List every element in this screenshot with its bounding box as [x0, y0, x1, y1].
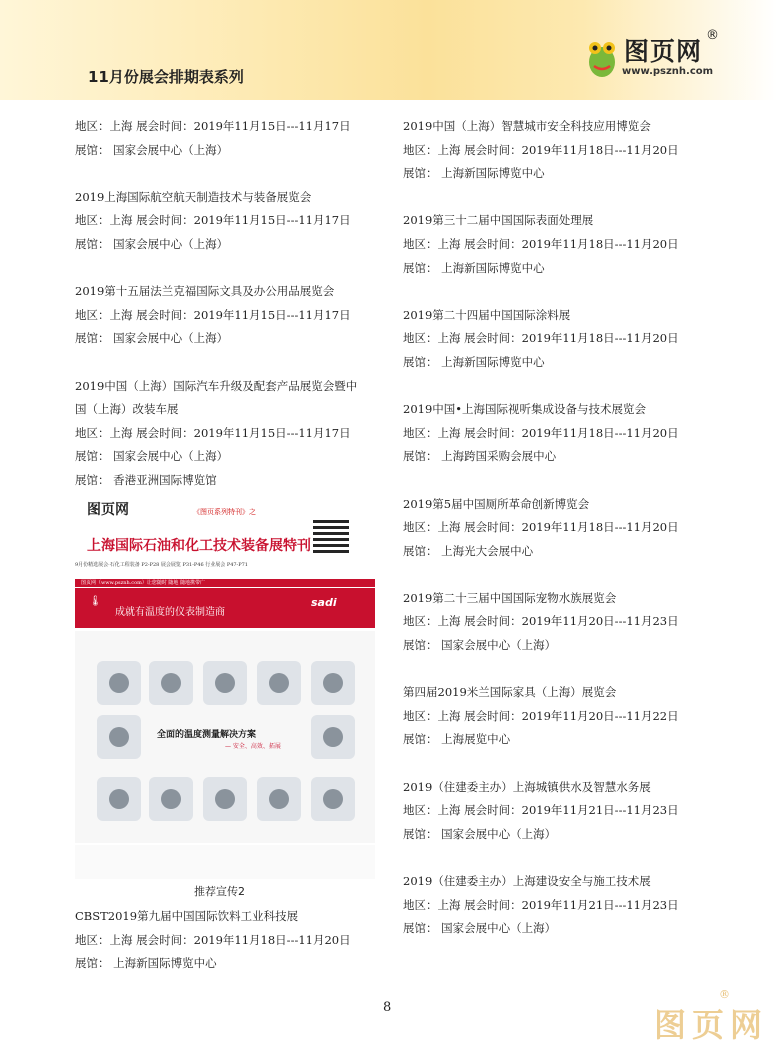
text-line: 2019第5届中国厕所革命创新博览会: [403, 496, 590, 511]
page-number: 8: [383, 1000, 392, 1015]
qr-code-icon: [313, 517, 349, 553]
ad-header: [75, 495, 375, 577]
text-line: 2019中国•上海国际视听集成设备与技术展览会: [403, 402, 647, 417]
spacer: [403, 752, 679, 776]
product-image: [149, 661, 193, 705]
text-line: 2019第二十三届中国国际宠物水族展览会: [403, 590, 617, 605]
product-image: [311, 777, 355, 821]
text-line: 地区：上海 展会时间：2019年11月18日---11月20日: [403, 520, 679, 535]
ad-title: 上海国际石油和化工技术装备展特刊: [87, 538, 311, 554]
product-image: [203, 661, 247, 705]
text-line: 展馆： 上海新国际博览中心: [75, 956, 217, 971]
advertisement[interactable]: [75, 495, 375, 879]
product-image: [203, 777, 247, 821]
ad-banner: [75, 588, 375, 628]
text-line: 地区：上海 展会时间：2019年11月21日---11月23日: [403, 803, 679, 818]
ad-logo: 图页网: [87, 502, 129, 518]
frog-mascot-icon: [582, 32, 622, 82]
right-column: [403, 115, 679, 941]
thermometer-icon: 🌡: [89, 596, 102, 607]
text-line: 展馆： 国家会展中心（上海）: [75, 331, 229, 346]
text-line: 展馆： 国家会展中心（上海）: [403, 921, 557, 936]
product-image: [311, 715, 355, 759]
text-line: 展馆： 国家会展中心（上海）: [75, 142, 229, 157]
spacer: [75, 162, 357, 186]
spacer: [75, 257, 357, 281]
text-line: 地区：上海 展会时间：2019年11月15日---11月17日: [75, 425, 351, 440]
text-line: 国（上海）改装车展: [75, 402, 179, 417]
spacer: [403, 846, 679, 870]
product-image: [97, 777, 141, 821]
logo-url[interactable]: www.psznh.com: [622, 66, 714, 77]
page-header: [0, 0, 777, 100]
spacer: [403, 280, 679, 304]
ad-slogan: 《图页系列特刊》之: [193, 508, 256, 516]
text-line: 展馆： 香港亚洲国际博览馆: [75, 472, 217, 487]
text-line: 地区：上海 展会时间：2019年11月18日---11月20日: [403, 236, 679, 251]
text-line: 展馆： 上海新国际博览中心: [403, 354, 545, 369]
text-line: 2019（住建委主办）上海城镇供水及智慧水务展: [403, 779, 651, 794]
text-line: 展馆： 上海新国际博览中心: [403, 166, 545, 181]
spacer: [403, 658, 679, 682]
text-line: 2019第二十四届中国国际涂料展: [403, 307, 571, 322]
product-image: [311, 661, 355, 705]
text-line: 2019中国（上海）智慧城市安全科技应用博览会: [403, 119, 651, 133]
text-line: 2019上海国际航空航天制造技术与装备展览会: [75, 189, 312, 204]
text-line: 2019（住建委主办）上海建设安全与施工技术展: [403, 874, 651, 888]
text-line: 展馆： 国家会展中心（上海）: [403, 826, 557, 841]
spacer: [403, 563, 679, 587]
ad-solution: 全面的温度测量解决方案: [157, 730, 257, 740]
watermark: 图页网: [654, 1006, 769, 1044]
watermark-reg: ®: [719, 988, 730, 1001]
spacer: [403, 469, 679, 493]
text-line: 展馆： 国家会展中心（上海）: [75, 236, 229, 251]
product-image: [97, 715, 141, 759]
ad-caption: 推荐宣传2: [194, 885, 245, 898]
ad-brand: sadi: [311, 596, 337, 609]
text-line: 地区：上海 展会时间：2019年11月18日---11月20日: [403, 425, 679, 440]
ad-info: 9月份精选展会·石化工程装备 P2-P28 展会展览 P31-P46 行业展会 P47-P71: [75, 562, 248, 568]
text-line: CBST2019第九届中国国际饮料工业科技展: [75, 909, 299, 923]
text-line: 地区：上海 展会时间：2019年11月21日---11月23日: [403, 897, 679, 912]
text-line: 展馆： 上海展览中心: [403, 732, 511, 747]
left-column-bottom: [75, 905, 351, 976]
text-line: 地区：上海 展会时间：2019年11月18日---11月20日: [75, 932, 351, 947]
spacer: [75, 351, 357, 375]
text-line: 地区：上海 展会时间：2019年11月15日---11月17日: [75, 213, 351, 228]
text-line: 2019第三十二届中国国际表面处理展: [403, 213, 594, 228]
ad-banner-text: 成就有温度的仪表制造商: [115, 607, 225, 618]
spacer: [403, 375, 679, 399]
text-line: 展馆： 国家会展中心（上海）: [75, 449, 229, 464]
text-line: 地区：上海 展会时间：2019年11月15日---11月17日: [75, 119, 351, 133]
product-image: [149, 777, 193, 821]
text-line: 展馆： 上海新国际博览中心: [403, 260, 545, 275]
ad-solution-sub: — 安全、高效、拓展: [225, 743, 281, 750]
text-line: 2019第十五届法兰克福国际文具及办公用品展览会: [75, 284, 335, 299]
product-image: [257, 661, 301, 705]
logo-text: 图页网: [624, 37, 703, 66]
left-column: [75, 115, 357, 493]
text-line: 第四届2019米兰国际家具（上海）展览会: [403, 685, 617, 700]
text-line: 地区：上海 展会时间：2019年11月20日---11月22日: [403, 708, 679, 723]
spacer: [403, 186, 679, 210]
page-title: 11月份展会排期表系列: [88, 68, 244, 86]
site-logo[interactable]: [582, 30, 762, 86]
text-line: 地区：上海 展会时间：2019年11月18日---11月20日: [403, 142, 679, 157]
product-image: [257, 777, 301, 821]
text-line: 地区：上海 展会时间：2019年11月20日---11月23日: [403, 614, 679, 629]
ad-footer: [75, 845, 375, 879]
text-line: 展馆： 上海光大会展中心: [403, 543, 534, 558]
product-image: [97, 661, 141, 705]
ad-products: [75, 631, 375, 843]
text-line: 地区：上海 展会时间：2019年11月18日---11月20日: [403, 331, 679, 346]
text-line: 地区：上海 展会时间：2019年11月15日---11月17日: [75, 307, 351, 322]
registered-mark: ®: [706, 28, 719, 43]
text-line: 展馆： 上海跨国采购会展中心: [403, 449, 557, 464]
ad-bar: 图页网（www.psznh.com）让您随时 随地 随地携带广: [75, 579, 375, 587]
text-line: 2019中国（上海）国际汽车升级及配套产品展览会暨中: [75, 378, 358, 393]
text-line: 展馆： 国家会展中心（上海）: [403, 638, 557, 653]
